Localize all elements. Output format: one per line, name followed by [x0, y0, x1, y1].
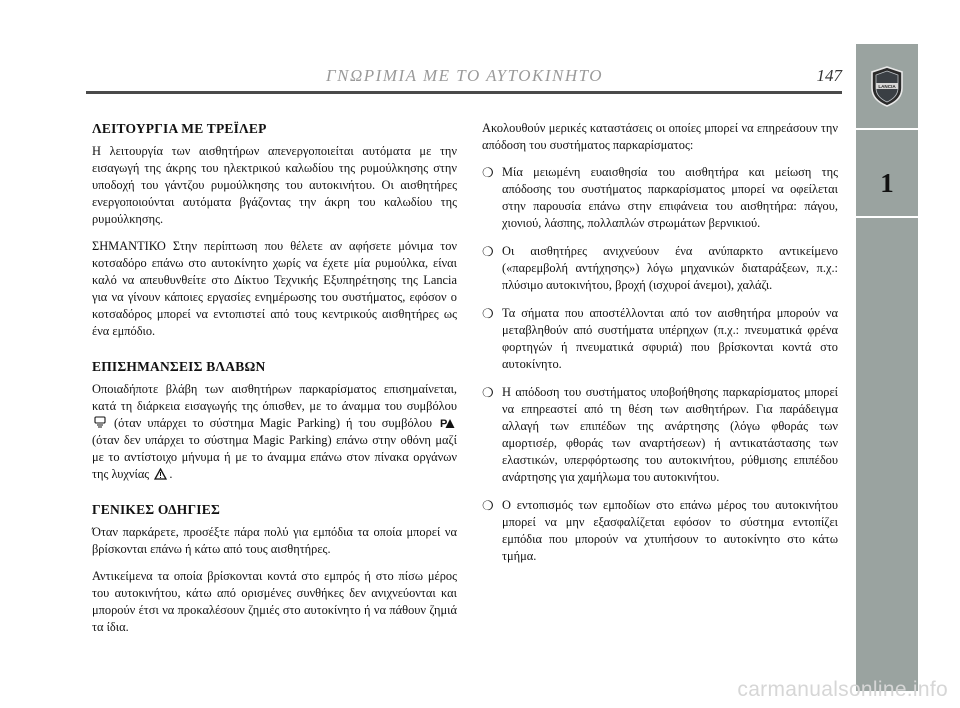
warning-triangle-icon — [154, 468, 167, 480]
list-item: ❍ Ο εντοπισμός των εμποδίων στο επάνω μέρος του αυτοκινήτου μπορεί να μην εξασφαλίζεται εφόσον το σύστημα εντοπίζει εμπόδια που μπορούν να χτυπήσουν το αυτοκίνητο στο κάτω τμήμα. — [482, 498, 838, 563]
bullet-icon: ❍ — [482, 306, 494, 321]
header-rule — [86, 91, 842, 94]
svg-text:P: P — [439, 418, 448, 429]
list-item: ❍ Τα σήματα που αποστέλλονται από τον αισθητήρα μπορούν να μεταβληθούν από συστήματα υπέρηχων (π.χ.: πνευματικά φρένα φορτηγών ή πνευματικά σφυριά) που βρίσκονται κοντά στο αυτοκίνητο. — [482, 306, 838, 371]
text-run: (όταν υπάρχει το σύστημα Magic Parking) ή του συμβόλου — [113, 416, 432, 430]
paragraph: Αντικείμενα τα οποία βρίσκονται κοντά στο εμπρός ή στο πίσω μέρος του αυτοκινήτου, κάτω από ορισμένες συνθήκες δεν ανιχνεύονται και μπορούν έτσι να προκαλέσουν ζημιές στο αυτοκίνητο ή να πάθουν ζημιά τα ίδια. — [92, 569, 457, 634]
watermark: carmanualsonline.info — [737, 678, 948, 701]
text-run: (όταν δεν υπάρχει το σύστημα Magic Parking) επάνω στην οθόνη μαζί με το αντίστοιχο μήνυμα ή με το άναμμα επάνω στον πίνακα οργάνων της λυχνίας — [92, 433, 457, 481]
bullet-icon: ❍ — [482, 498, 494, 513]
section-title: ΛΕΙΤΟΥΡΓΙΑ ΜΕ ΤΡΕΪΛΕΡ — [92, 121, 267, 136]
bullet-icon: ❍ — [482, 244, 494, 259]
conditions-list — [482, 164, 838, 565]
section-title: ΕΠΙΣΗΜΑΝΣΕΙΣ ΒΛΑΒΩΝ — [92, 359, 266, 374]
page-header — [86, 64, 842, 92]
parking-sensor-icon — [94, 416, 106, 429]
text-run: . — [169, 467, 173, 481]
list-item: ❍ Μία μειωμένη ευαισθησία του αισθητήρα και μείωση της απόδοσης του συστήματος παρκαρίσματος μπορεί να οφείλεται στην παρουσία επάνω στην επιφάνεια του αισθητήρα: πάγου, χιονιού, λάσπης, πολλαπλών στρωμάτων βερνικιού. — [482, 165, 838, 230]
bullet-icon: ❍ — [482, 385, 494, 400]
parking-warning-icon — [440, 417, 455, 429]
text-run: Οποιαδήποτε βλάβη των αισθητήρων παρκαρίσματος επισημαίνεται, κατά τη διάρκεια εισαγωγής της όπισθεν, με το άναμμα του συμβόλου — [92, 382, 457, 413]
left-column — [92, 120, 457, 646]
section-title: ΓΕΝΙΚΕΣ ΟΔΗΓΙΕΣ — [92, 502, 220, 517]
lancia-logo-icon — [867, 64, 907, 108]
brand-logo — [856, 44, 918, 128]
svg-text:LANCIA: LANCIA — [878, 84, 896, 89]
bullet-icon: ❍ — [482, 165, 494, 180]
running-header-title: ΓΝΩΡΙΜΙΑ ΜΕ ΤΟ ΑΥΤΟΚΙΝΗΤΟ — [326, 66, 604, 85]
paragraph: Ακολουθούν μερικές καταστάσεις οι οποίες μπορεί να επηρεάσουν την απόδοση του συστήματος παρκαρίσματος: — [482, 121, 838, 152]
paragraph — [92, 381, 457, 483]
list-item: ❍ Οι αισθητήρες ανιχνεύουν ένα ανύπαρκτο αντικείμενο («παρεμβολή αντήχησης») λόγω μηχανικών διαταράξεων, π.χ.: πλύσιμο αυτοκινήτου, βροχή (ισχυροί άνεμοι), χαλάζι. — [482, 244, 838, 292]
paragraph: Όταν παρκάρετε, προσέξτε πάρα πολύ για εμπόδια τα οποία μπορεί να βρίσκονται επάνω ή κάτω από τους αισθητήρες. — [92, 525, 457, 556]
sidebar-divider — [856, 128, 918, 130]
paragraph: ΣΗΜΑΝΤΙΚΟ Στην περίπτωση που θέλετε αν αφήσετε μόνιμα τον κοτσαδόρο επάνω στο αυτοκίνητο χωρίς να έχετε μία ρυμούλκα, είναι καλό να απευθυνθείτε στο Δίκτυο Τεχνικής Εξυπηρέτησης της Lancia για να γίνουν κάποιες εργασίες ενημέρωσης του συστήματος, εφόσον ο κοτσαδόρος μπορεί να εντοπιστεί από τους κεντρικούς αισθητήρες ως ένα εμπόδιο. — [92, 239, 457, 338]
right-column — [482, 120, 838, 576]
sidebar-divider — [856, 216, 918, 218]
chapter-sidebar — [856, 44, 918, 691]
list-item: ❍ Η απόδοση του συστήματος υποβοήθησης παρκαρίσματος μπορεί να επηρεαστεί από τη θέση των αισθητήρων. Για παράδειγμα αλλαγή των επιπέδων της ανάρτησης (λόγω φθοράς των αμορτισέρ, φθοράς των αναρτήσεων) ή αντικατάστασης των ελαστικών, υπερφόρτωσης του αυτοκινήτου, ρύθμισης επιπέδου ανάρτησης για χαμήλωμα του αυτοκινήτου. — [482, 385, 838, 484]
paragraph: Η λειτουργία των αισθητήρων απενεργοποιείται αυτόματα με την εισαγωγή της άκρης του ηλεκτρικού καλωδίου της ρυμούλκησης στην υποδοχή του γάντζου ρυμούλκησης του αυτοκινήτου. Οι αισθητήρες ενεργοποιούνται αυτόματα βγάζοντας την άκρη του καλωδίου της ρυμούλκησης. — [92, 144, 457, 226]
chapter-number: 1 — [880, 168, 894, 198]
page-number: 147 — [816, 66, 842, 85]
